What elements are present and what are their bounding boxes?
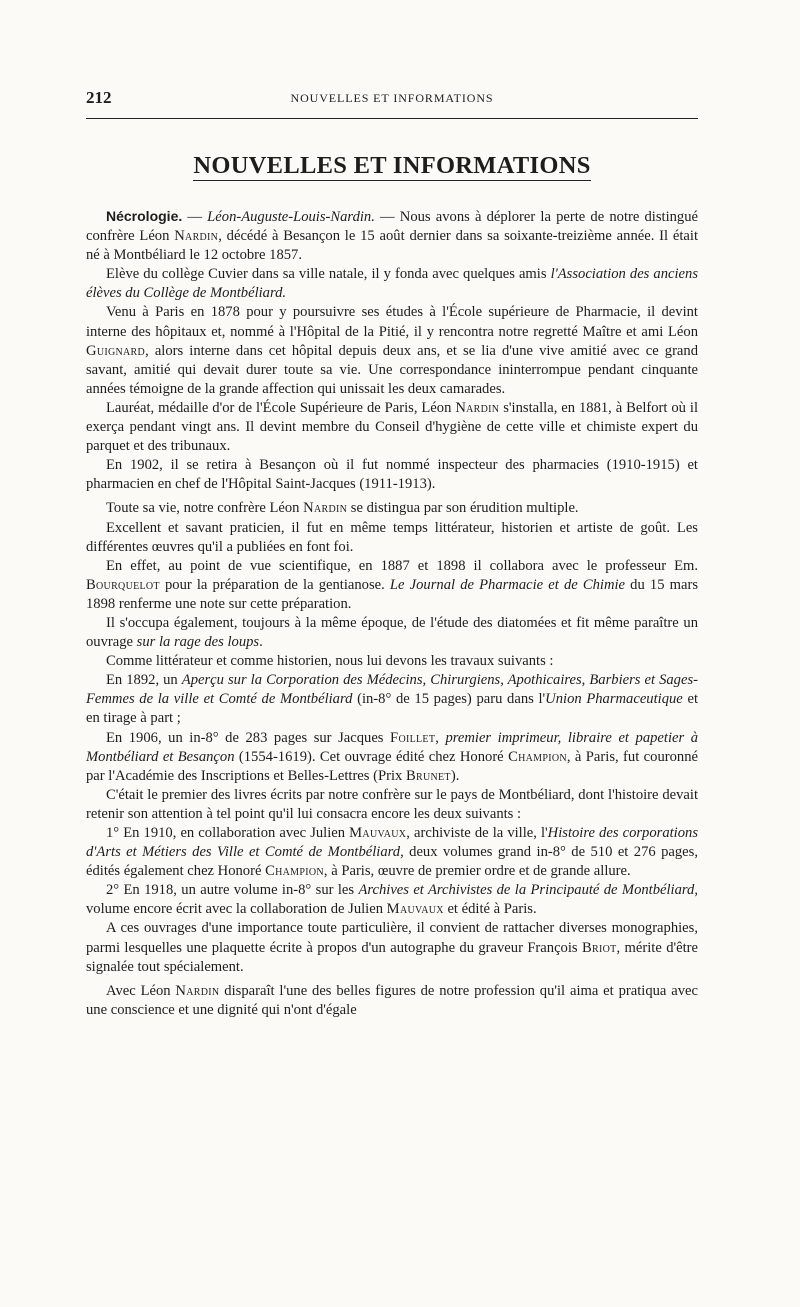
text: A ces ouvrages d'une importance toute particulière, il convient de rattacher diverses monographies, parmi lesquelles une plaquette écrite à propos d'un autographe du graveur François [86, 920, 698, 956]
text: 1° En 1910, en collaboration avec Julien [106, 825, 350, 841]
paragraph-praticien [86, 519, 698, 557]
text: et édité à Paris. [443, 901, 537, 918]
section-title [86, 152, 698, 180]
surname: Champion [265, 863, 324, 880]
paragraph-1918 [86, 881, 698, 919]
text: disparaît l'une des belles figures de notre profession qu'il aima et pratiqua avec une conscience et une dignité qui n'ont d'égale [86, 982, 698, 1018]
italic-text: Histoire des corporations d'Arts et Métiers des Ville et Comté de Montbéliard [86, 825, 698, 861]
paragraph-education [86, 265, 698, 303]
surname: Mauvaux [349, 825, 407, 841]
text: 2° En 1918, un autre volume in-8° sur les [106, 882, 359, 899]
text: Excellent et savant praticien, il fut en même temps littérateur, historien et artiste de goût. Les différentes œuvres qu'il a publiées en font foi. [86, 519, 698, 555]
surname: Foillet [390, 729, 436, 746]
text: Venu à Paris en 1878 pour y poursuivre ses études à l'École supérieure de Pharmacie, il devint interne des hôpitaux et, nommé à l'Hôpital de la Pitié, il y rencontra notre regretté Maître et ami Léon [86, 304, 698, 340]
surname: Nardin [303, 500, 348, 517]
text: (1554-1619). Cet ouvrage édité chez Honoré [234, 748, 509, 765]
text: , volume encore écrit avec la collaboration de Julien [86, 882, 698, 918]
text: pour la préparation de la gentianose. [159, 576, 390, 593]
text: Elève du collège Cuvier dans sa ville natale, il y fonda avec quelques amis [106, 266, 551, 283]
text: En 1902, il se retira à Besançon où il fut nommé inspecteur des pharmacies (1910-1915) et pharmacien en chef de l'Hôpital Saint-Jacques (1911-1913). [86, 457, 698, 493]
text: Nous avons à déplorer la perte de notre distingué confrère Léon [86, 209, 699, 245]
italic-text: premier imprimeur, libraire et papetier à Montbéliard et Besançon [86, 729, 698, 765]
italic-text: l'Association des anciens élèves du Collège de Montbéliard. [86, 266, 698, 302]
paragraph-1892 [86, 671, 698, 728]
text: , archiviste de la ville, l' [406, 825, 548, 841]
paragraph-montbeliard [86, 786, 698, 824]
text: , à Paris, fut couronné par l'Académie des Inscriptions et Belles-Lettres (Prix [86, 748, 698, 784]
text: (in-8° de 15 pages) paru dans l' [352, 691, 546, 708]
paragraph-erudition [86, 499, 698, 518]
text: s'installa, en 1881, à Belfort où il exerça pendant vingt ans. Il devint membre du Conseil d'hygiène de cette ville et chimiste expert du parquet et des tribunaux. [86, 399, 699, 455]
text: du 15 mars 1898 renferme une note sur cette préparation. [86, 576, 699, 612]
surname: Guignard [86, 342, 146, 359]
text: Avec Léon [106, 982, 176, 999]
page-number: 212 [86, 88, 112, 107]
text: En 1892, un [106, 672, 182, 689]
text: , alors interne dans cet hôpital depuis deux ans, et se lia d'une vive amitié avec ce grand savant, amitié qui devait durer toute sa vie. Une correspondance ininterrompue pendant cinquante années témoigne de la grande affection qui unissait les deux camarades. [86, 342, 698, 397]
article-body [86, 207, 698, 1020]
text: se distingua par son érudition multiple. [347, 500, 579, 517]
paragraph-travaux [86, 652, 698, 671]
text: En 1906, un in-8° de 283 pages sur Jacques [106, 729, 391, 746]
surname: Nardin [175, 982, 220, 999]
text: — [374, 209, 400, 225]
running-title: NOUVELLES ET INFORMATIONS [290, 91, 494, 105]
surname: Mauvaux [386, 901, 444, 918]
paragraph-1906 [86, 729, 698, 786]
text: Comme littérateur et comme historien, nous lui devons les travaux suivants : [106, 653, 554, 670]
italic-text: Archives et Archivistes de la Principauté de Montbéliard [358, 882, 695, 899]
header-rule [86, 118, 698, 119]
paragraph-monographies [86, 919, 698, 976]
surname: Champion [508, 748, 567, 765]
paragraph-besancon [86, 456, 698, 494]
surname: Briot [581, 939, 617, 956]
paragraph-obituary-intro [86, 207, 698, 265]
surname: Brunet [405, 767, 451, 784]
italic-text: Le Journal de Pharmacie et de Chimie [389, 576, 626, 593]
deceased-name: Léon-Auguste-Louis-Nardin. [207, 209, 375, 225]
section-title-text: NOUVELLES ET INFORMATIONS [193, 152, 591, 179]
text: Il s'occupa également, toujours à la même époque, de l'étude des diatomées et fit même paraître un ouvrage [86, 614, 698, 651]
text: ). [450, 767, 460, 784]
text: , deux volumes grand in-8° de 510 et 276 pages, édités également chez Honoré [86, 844, 698, 880]
paragraph-scientific [86, 557, 698, 614]
paragraph-paris [86, 303, 698, 398]
text: , décédé à Besançon le 15 août dernier dans sa soixante-treizième année. Il était né à Montbéliard le 12 octobre 1857. [86, 228, 698, 264]
text: En effet, au point de vue scientifique, en 1887 et 1898 il collabora avec le professeur Em. [106, 557, 698, 574]
surname: Nardin [455, 399, 500, 416]
paragraph-belfort [86, 399, 698, 456]
italic-text: sur la rage des loups [136, 634, 260, 651]
running-head [86, 88, 698, 108]
text: . [259, 634, 263, 651]
text: Lauréat, médaille d'or de l'École Supérieure de Paris, Léon [106, 399, 456, 416]
paragraph-closing [86, 982, 698, 1020]
surname: Bourquelot [86, 576, 160, 593]
paragraph-1910 [86, 824, 698, 881]
paragraph-diatomees [86, 614, 698, 652]
surname: Nardin [174, 228, 219, 245]
rubric: Nécrologie. [106, 208, 183, 224]
text: , à Paris, œuvre de premier ordre et de grande allure. [323, 863, 631, 880]
text: , mérite d'être signalée tout spécialement. [86, 939, 698, 975]
text: Toute sa vie, notre confrère Léon [106, 500, 304, 517]
text: — [182, 209, 208, 225]
italic-text: Aperçu sur la Corporation des Médecins, Chirurgiens, Apothicaires, Barbiers et Sages-Femmes de la ville et Comté de Montbéliard [86, 672, 698, 708]
text: et en tirage à part ; [86, 691, 699, 727]
italic-text: Union Pharmaceutique [545, 691, 683, 708]
text: , [435, 729, 446, 746]
text: C'était le premier des livres écrits par notre confrère sur le pays de Montbéliard, dont l'histoire devait retenir son attention à tel point qu'il lui consacra encore les deux suivants : [86, 786, 698, 822]
